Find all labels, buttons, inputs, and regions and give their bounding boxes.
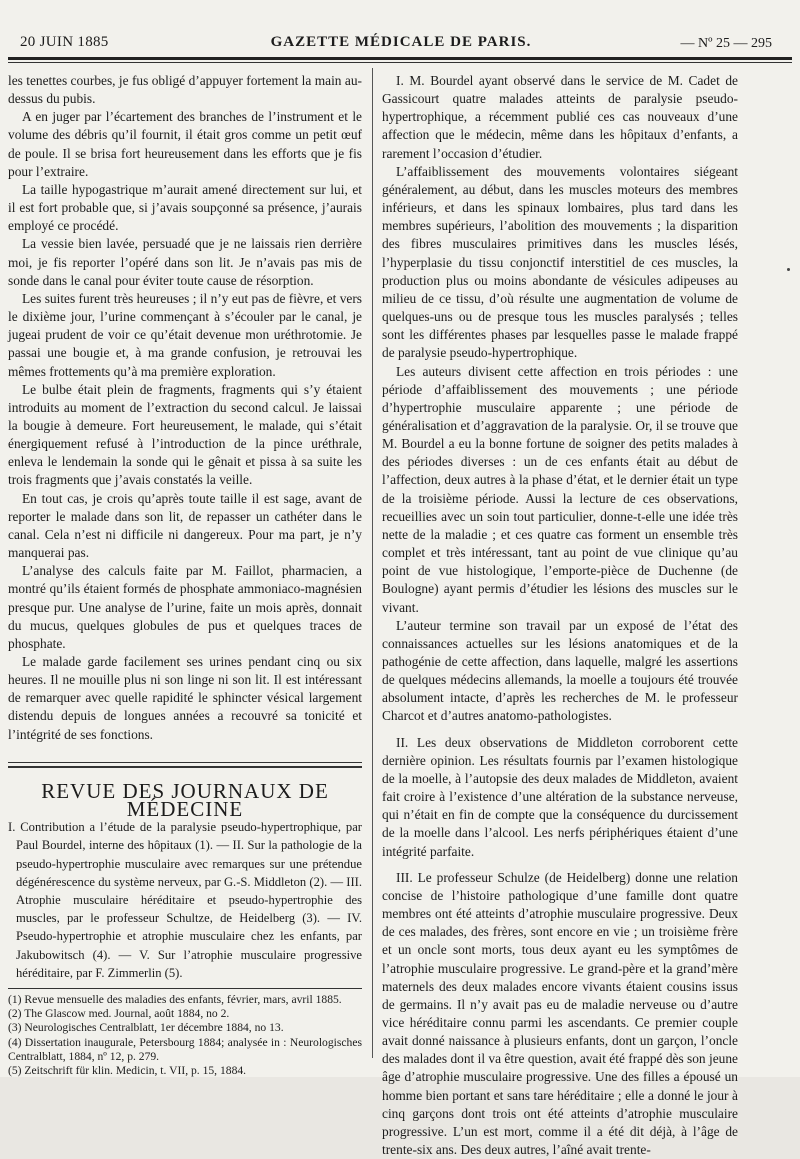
right-paragraph: I. M. Bourdel ayant observé dans le service de M. Cadet de Gassicourt quatre malades atteints de paralysie pseudo-hypertrophique, a récemment publié ces cas nouveaux d’une affection que le médecin, même dans les hôpitaux d’enfants, a rarement l’occasion d’étudier. xyxy=(382,73,738,161)
section-rule-top xyxy=(8,762,362,763)
abstract-item: I. Contribution a l’étude de la paralysie pseudo-hypertrophique, par Paul Bourdel, interne des hôpitaux (1). — II. Sur la pathologie de la pseudo-hypertrophie musculaire avec remarques sur une prétendue dégénérescence du système nerveux, par G.-S. Middleton (2). — III. Atrophie musculaire héréditaire et pseudo-hypertrophie des muscles, par le professeur Schultze, de Heidelberg (3). — IV. Pseudo-hypertrophie et atrophie musculaire chez les enfants, par Jakubowitsch (4). — V. Sur l’atrophie musculaire progressive héréditaire, par F. Zimmerlin (5). xyxy=(8,820,362,980)
header-rule-thin xyxy=(8,62,792,63)
left-paragraph: les tenettes courbes, je fus obligé d’appuyer fortement la main au-dessus du pubis. xyxy=(8,73,362,107)
column-divider xyxy=(372,68,373,1058)
right-paragraph: II. Les deux observations de Middleton corroborent cette dernière opinion. Les résultats fournis par l’examen histologique de la moelle, à l’autopsie des deux malades de Middleton, avaient fait croire à l’existence d’une altération de la substance nerveuse, qui n’était en fin de compte que la conséquence du durcissement de la moelle dans l’alcool. Les nerfs périphériques étaient d’une intégrité parfaite. xyxy=(382,734,738,859)
right-paragraph: III. Le professeur Schulze (de Heidelberg) donne une relation concise de l’histoire pathologique d’une famille dont quatre membres ont été atteints d’atrophie musculaire progressive. Deux de ces malades, des frères, sont encore en vie ; un troisième frère et un oncle sont morts, tous deux ayant eu les symptômes de l’atrophie musculaire progressive. Le grand-père et la grand’mère maternels des deux malades encore vivants étaient cousins issus de germains. Il n’y avait pas eu de maladie nerveuse ou d’autre vice héréditaire connu parmi les ascendants. Ce premier couple avait donné naissance à plusieurs enfants, dont un garçon, l’oncle des malades dont il va être question, avait été frappé dès son jeune âge d’atrophie musculaire progressive. Une des filles a épousé un homme bien portant et sans tare héréditaire ; elle a donné le jour à cinq garçons dont trois ont été atteints d’atrophie musculaire progressive. L’un est mort, comme il a été dit déjà, à l’âge de trente-six ans. Des deux autres, l’aîné avait trente- xyxy=(382,869,738,1158)
left-paragraph: La taille hypogastrique m’aurait amené directement sur lui, et il est fort probable que, si j’avais soupçonné sa présence, j’aurais employé ce procédé. xyxy=(8,181,362,234)
right-paragraph: L’affaiblissement des mouvements volontaires siégeant généralement, au début, dans les muscles moteurs des membres inférieurs, et dans les spinaux lombaires, plus tard dans les membres supérieurs, l’abolition des mouvements ; la disparition des fibres musculaires primitives dans les muscles lésés, l’hyperplasie du tissu conjonctif interstitiel de ces muscles, la production plus ou moins abondante de vésicules adipeuses au milieu de ce tissu, d’où résulte une augmentation de volume de quelques-uns ou de presque tous les muscles paralysés ; telles sont les différentes phases par lesquelles passe le malade frappé de paralysie pseudo-hypertrophique. xyxy=(382,163,738,361)
page-header xyxy=(20,30,782,58)
left-paragraph: Le bulbe était plein de fragments, fragments qui s’y étaient introduits au moment de l’extraction du second calcul. Je laissai la bougie à demeure. Fort heureusement, le malade, qui s’était énergiquement refusé à l’introduction de la pince uréthrale, enleva le lendemain la sonde qui le gênait et pissa à sa suite les trois fragments que j’avais constatés la veille. xyxy=(8,381,362,488)
abstracts-list xyxy=(8,818,362,982)
footnote: (5) Zeitschrift für klin. Medicin, t. VII, p. 15, 1884. xyxy=(8,1063,247,1077)
left-column xyxy=(8,72,362,1078)
section-rule-bottom xyxy=(8,766,362,768)
footnote: (4) Dissertation inaugurale, Petersbourg 1884; analysée in : Neurologisches Centralblatt, 1884, nº 12, p. 279. xyxy=(8,1035,362,1063)
footnotes xyxy=(8,993,362,1078)
left-paragraph: A en juger par l’écartement des branches de l’instrument et le volume des débris qu’il fournit, il était gros comme un petit œuf de poule. Il se brisa fort heureusement dans les efforts que je fis pour l’extraire. xyxy=(8,109,362,179)
right-column xyxy=(382,72,738,1159)
section-title: REVUE DES JOURNAUX DE MÉDECINE xyxy=(41,778,329,821)
header-rule-thick xyxy=(8,57,792,60)
footnote-rule xyxy=(8,988,362,989)
left-paragraph: Les suites furent très heureuses ; il n’y eut pas de fièvre, et vers le dixième jour, l’urine commençant à s’écouler par le canal, je jugeai prudent de voir ce qu’était devenue mon uréthrotomie. Je passai une bougie et, à ma grande confusion, je retrouvai les mêmes frottements qu’à ma première exploration. xyxy=(8,290,362,379)
footnote: (3) Neurologisches Centralblatt, 1er décembre 1884, no 13. xyxy=(8,1021,284,1035)
left-paragraph: Le malade garde facilement ses urines pendant cinq ou six heures. Il ne mouille plus ni son linge ni son lit. Il est intéressant de remarquer avec quelle rapidité le sphincter vésical largement distendu depuis de longues années a recouvré sa tonicité et l’intégrité de ses fonctions. xyxy=(8,654,362,742)
right-paragraph: L’auteur termine son travail par un exposé de l’état des connaissances actuelles sur les lésions anatomiques et de la pathogénie de cette affection, dans laquelle, malgré les assertions de quelques médecins allemands, la moelle a toujours été trouvée absolument intacte, d’après les recherches de M. le professeur Charcot et d’autres anatomo-pathologistes. xyxy=(382,617,738,724)
left-paragraph: La vessie bien lavée, persuadé que je ne laissais rien derrière moi, je fis reporter l’opéré dans son lit. Je n’avais pas mis de sonde dans le canal pour éviter toute cause de résorption. xyxy=(8,236,362,288)
right-paragraph: Les auteurs divisent cette affection en trois périodes : une période d’affaiblissement des mouvements ; une période d’hypertrophie musculaire apparente ; une période de généralisation et d’aggravation de la paralysie. Or, il se trouve que M. Bourdel a eu la bonne fortune de soigner des petits malades à des périodes diverses : un de ces enfants était au début de l’affection, deux autres à la phase d’état, et le dernier était un type de la troisième période. Aussi la lecture de ces observations, recueillies avec un soin tout particulier, donne-t-elle une idée très nette de la maladie ; et ces quatre cas forment un ensemble très complet et très intéressant, tant au point de vue clinique qu’au point de vue histologique, l’emporte-pièce de Duchenne (de Boulogne) ayant permis d’étudier les lésions des muscles sur le vivant. xyxy=(382,363,738,615)
header-title: GAZETTE MÉDICALE DE PARIS. xyxy=(270,34,532,50)
left-paragraph: L’analyse des calculs faite par M. Faillot, pharmacien, a montré qu’ils étaient formés de phosphate ammoniaco-magnésien presque pur. Une analyse de l’urine, faite un mois après, donnait du mucus, quelques globules de pus et quelques traces de phosphate. xyxy=(8,563,362,651)
left-paragraph: En tout cas, je crois qu’après toute taille il est sage, avant de reporter le malade dans son lit, de repasser un cathéter dans le canal. Cela n’est ni difficile ni dangereux. Pour ma part, je n’y manquerai pas. xyxy=(8,490,362,561)
header-issue-page: — Nº 25 — 295 xyxy=(680,36,772,51)
footnote: (1) Revue mensuelle des maladies des enfants, février, mars, avril 1885. xyxy=(8,992,342,1006)
header-date: 20 JUIN 1885 xyxy=(20,34,109,50)
footnote: (2) The Glascow med. Journal, août 1884, no 2. xyxy=(8,1007,230,1021)
margin-speck xyxy=(787,268,790,271)
